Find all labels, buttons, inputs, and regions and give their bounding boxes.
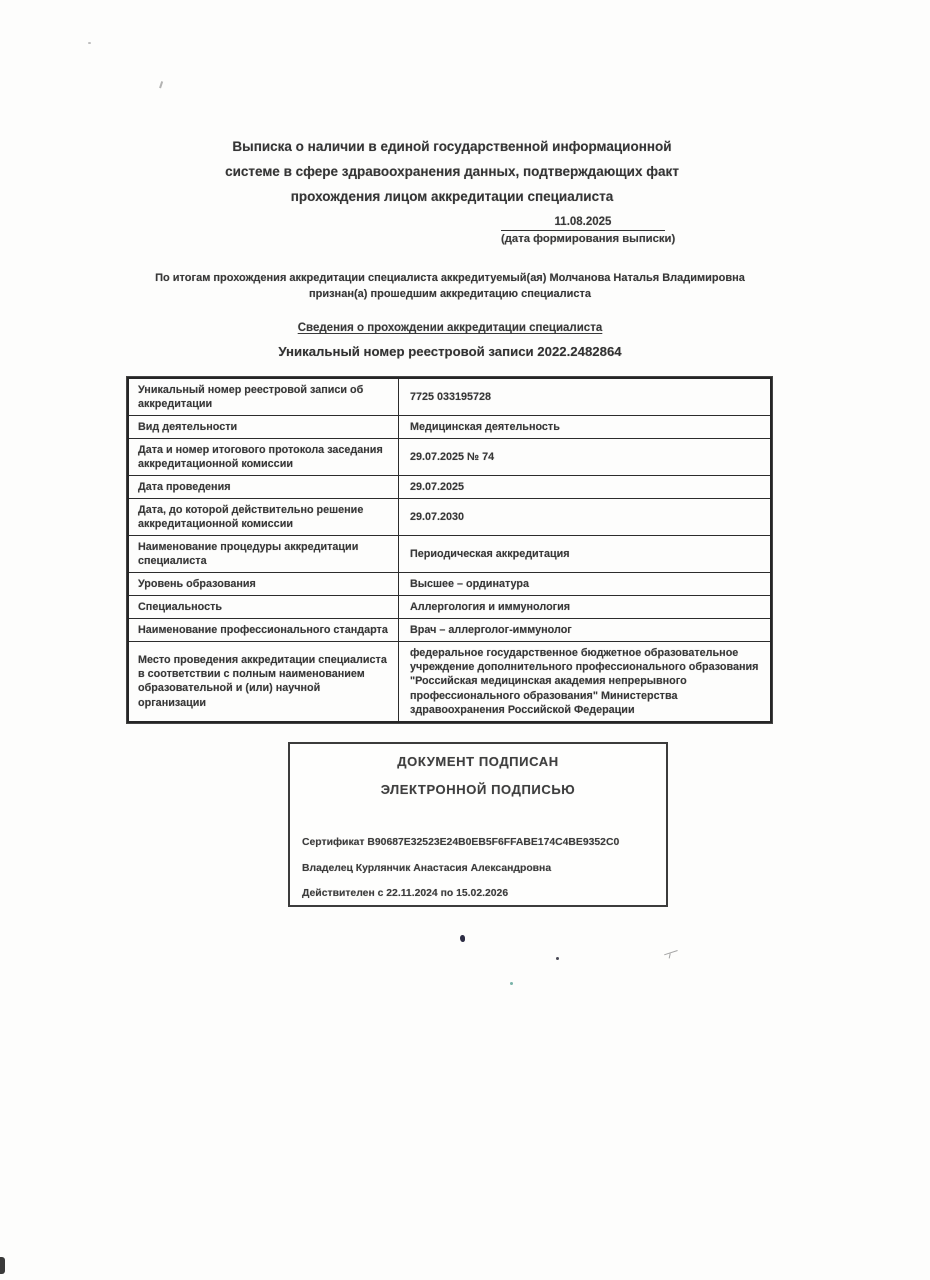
row-label: Место проведения аккредитации специалиста в соответствии с полным наименованием образовательной и (или) научной организации bbox=[128, 642, 399, 722]
table-row-procedure-name bbox=[128, 536, 771, 573]
electronic-signature-stamp bbox=[288, 742, 668, 907]
row-label: Дата и номер итогового протокола заседания аккредитационной комиссии bbox=[128, 439, 399, 476]
signature-stamp-title-line-1: ДОКУМЕНТ ПОДПИСАН bbox=[397, 754, 559, 769]
row-value: 29.07.2030 bbox=[399, 499, 772, 536]
row-value: 29.07.2025 № 74 bbox=[399, 439, 772, 476]
row-value: Периодическая аккредитация bbox=[399, 536, 772, 573]
scan-speck bbox=[460, 935, 465, 942]
scan-edge-mark bbox=[0, 1257, 5, 1274]
extract-date-block bbox=[501, 216, 676, 245]
scan-speck bbox=[556, 957, 559, 960]
table-row-education-level bbox=[128, 573, 771, 596]
scan-speck bbox=[88, 42, 91, 44]
accreditation-details-table bbox=[127, 377, 772, 723]
registry-number-heading: Уникальный номер реестровой записи 2022.2482864 bbox=[278, 344, 622, 359]
intro-line-2: признан(а) прошедшим аккредитацию специалиста bbox=[308, 288, 592, 300]
document-title-line-2: системе в сфере здравоохранения данных, подтверждающих факт bbox=[225, 164, 679, 179]
extract-date-value: 11.08.2025 bbox=[501, 216, 665, 231]
intro-paragraph bbox=[0, 270, 900, 302]
table-row-professional-standard bbox=[128, 619, 771, 642]
table-row-activity-type bbox=[128, 416, 771, 439]
row-value: Высшее – ординатура bbox=[399, 573, 772, 596]
document-title bbox=[0, 134, 904, 209]
signature-stamp-title-line-2: ЭЛЕКТРОННОЙ ПОДПИСЬЮ bbox=[380, 782, 576, 797]
scan-speck bbox=[510, 982, 513, 985]
row-label: Наименование профессионального стандарта bbox=[128, 619, 399, 642]
signature-validity: Действителен с 22.11.2024 по 15.02.2026 bbox=[302, 888, 509, 899]
row-value: Медицинская деятельность bbox=[399, 416, 772, 439]
section-heading: Сведения о прохождении аккредитации специалиста bbox=[297, 322, 603, 334]
row-value: 29.07.2025 bbox=[399, 476, 772, 499]
table-row-accreditation-place bbox=[128, 642, 771, 722]
table-row-protocol bbox=[128, 439, 771, 476]
row-label: Уникальный номер реестровой записи об аккредитации bbox=[128, 378, 399, 416]
row-value: федеральное государственное бюджетное образовательное учреждение дополнительного профессионального образования "Российская медицинская академия непрерывного профессионального образования" Министерства здравоохранения Российской Федерации bbox=[399, 642, 772, 722]
row-value: Аллергология и иммунология bbox=[399, 596, 772, 619]
signature-owner: Владелец Курлянчик Анастасия Александровна bbox=[302, 863, 552, 874]
row-label: Специальность bbox=[128, 596, 399, 619]
row-label: Уровень образования bbox=[128, 573, 399, 596]
scan-speck bbox=[159, 81, 168, 90]
row-value: 7725 033195728 bbox=[399, 378, 772, 416]
row-label: Дата проведения bbox=[128, 476, 399, 499]
row-value: Врач – аллерголог-иммунолог bbox=[399, 619, 772, 642]
table-row-valid-until bbox=[128, 499, 771, 536]
document-title-line-3: прохождения лицом аккредитации специалиста bbox=[290, 189, 614, 204]
table-row-registry-number bbox=[128, 378, 771, 416]
extract-date-caption: (дата формирования выписки) bbox=[501, 233, 676, 245]
signature-certificate: Сертификат B90687E32523E24B0EB5F6FFABE174C4BE9352C0 bbox=[302, 837, 620, 848]
document-title-line-1: Выписка о наличии в единой государственной информационной bbox=[232, 139, 672, 154]
scan-speck bbox=[664, 950, 680, 962]
intro-line-1: По итогам прохождения аккредитации специалиста аккредитуемый(ая) Молчанова Наталья Владимировна bbox=[155, 272, 745, 284]
row-label: Наименование процедуры аккредитации специалиста bbox=[128, 536, 399, 573]
table-row-date-held bbox=[128, 476, 771, 499]
row-label: Дата, до которой действительно решение аккредитационной комиссии bbox=[128, 499, 399, 536]
table-row-specialty bbox=[128, 596, 771, 619]
row-label: Вид деятельности bbox=[128, 416, 399, 439]
